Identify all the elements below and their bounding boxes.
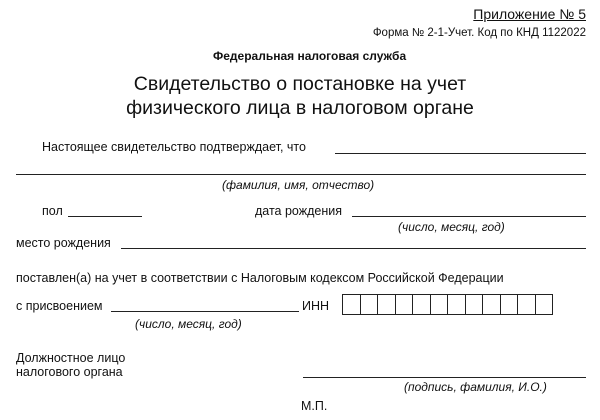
fio-input-line-2[interactable] (16, 174, 586, 175)
signature-input-line[interactable] (303, 377, 586, 378)
inn-label: ИНН (302, 299, 330, 313)
inn-digit-cell[interactable] (482, 294, 501, 315)
assigned-label: с присвоением (16, 299, 103, 313)
assigned-date-hint: (число, месяц, год) (135, 317, 242, 331)
official-label-line-1: Должностное лицо (16, 351, 126, 365)
assigned-date-input-line[interactable] (111, 311, 299, 312)
inn-digit-cell[interactable] (360, 294, 379, 315)
form-code: Форма № 2-1-Учет. Код по КНД 1122022 (372, 27, 586, 39)
inn-digit-cell[interactable] (465, 294, 484, 315)
official-label-line-2: налогового органа (16, 365, 123, 379)
inn-digit-cell[interactable] (342, 294, 361, 315)
inn-digit-cell[interactable] (535, 294, 554, 315)
sex-input-line[interactable] (68, 216, 142, 217)
stamp-place: М.П. (301, 399, 328, 413)
document-title-line-2: физического лица в налоговом органе (126, 97, 474, 119)
signature-hint: (подпись, фамилия, И.О.) (404, 380, 547, 394)
fio-input-line-1[interactable] (335, 153, 586, 154)
inn-digit-cell[interactable] (395, 294, 414, 315)
inn-digit-cell[interactable] (377, 294, 396, 315)
inn-input-cells[interactable] (342, 294, 553, 315)
birth-place-label: место рождения (16, 236, 111, 250)
sex-label: пол (42, 204, 63, 218)
inn-digit-cell[interactable] (447, 294, 466, 315)
fio-hint: (фамилия, имя, отчество) (222, 178, 375, 192)
inn-digit-cell[interactable] (430, 294, 449, 315)
confirms-label: Настоящее свидетельство подтверждает, что (42, 140, 306, 154)
birth-place-input-line[interactable] (121, 248, 586, 249)
document-title-line-1: Свидетельство о постановке на учет (133, 73, 467, 95)
inn-digit-cell[interactable] (500, 294, 519, 315)
registered-statement: поставлен(а) на учет в соответствии с Налоговым кодексом Российской Федерации (16, 271, 504, 285)
inn-digit-cell[interactable] (517, 294, 536, 315)
appendix-number: Приложение № 5 (473, 6, 586, 22)
birth-date-hint: (число, месяц, год) (398, 220, 505, 234)
birth-date-label: дата рождения (255, 204, 343, 218)
birth-date-input-line[interactable] (352, 216, 586, 217)
agency-name: Федеральная налоговая служба (213, 49, 407, 63)
inn-digit-cell[interactable] (412, 294, 431, 315)
